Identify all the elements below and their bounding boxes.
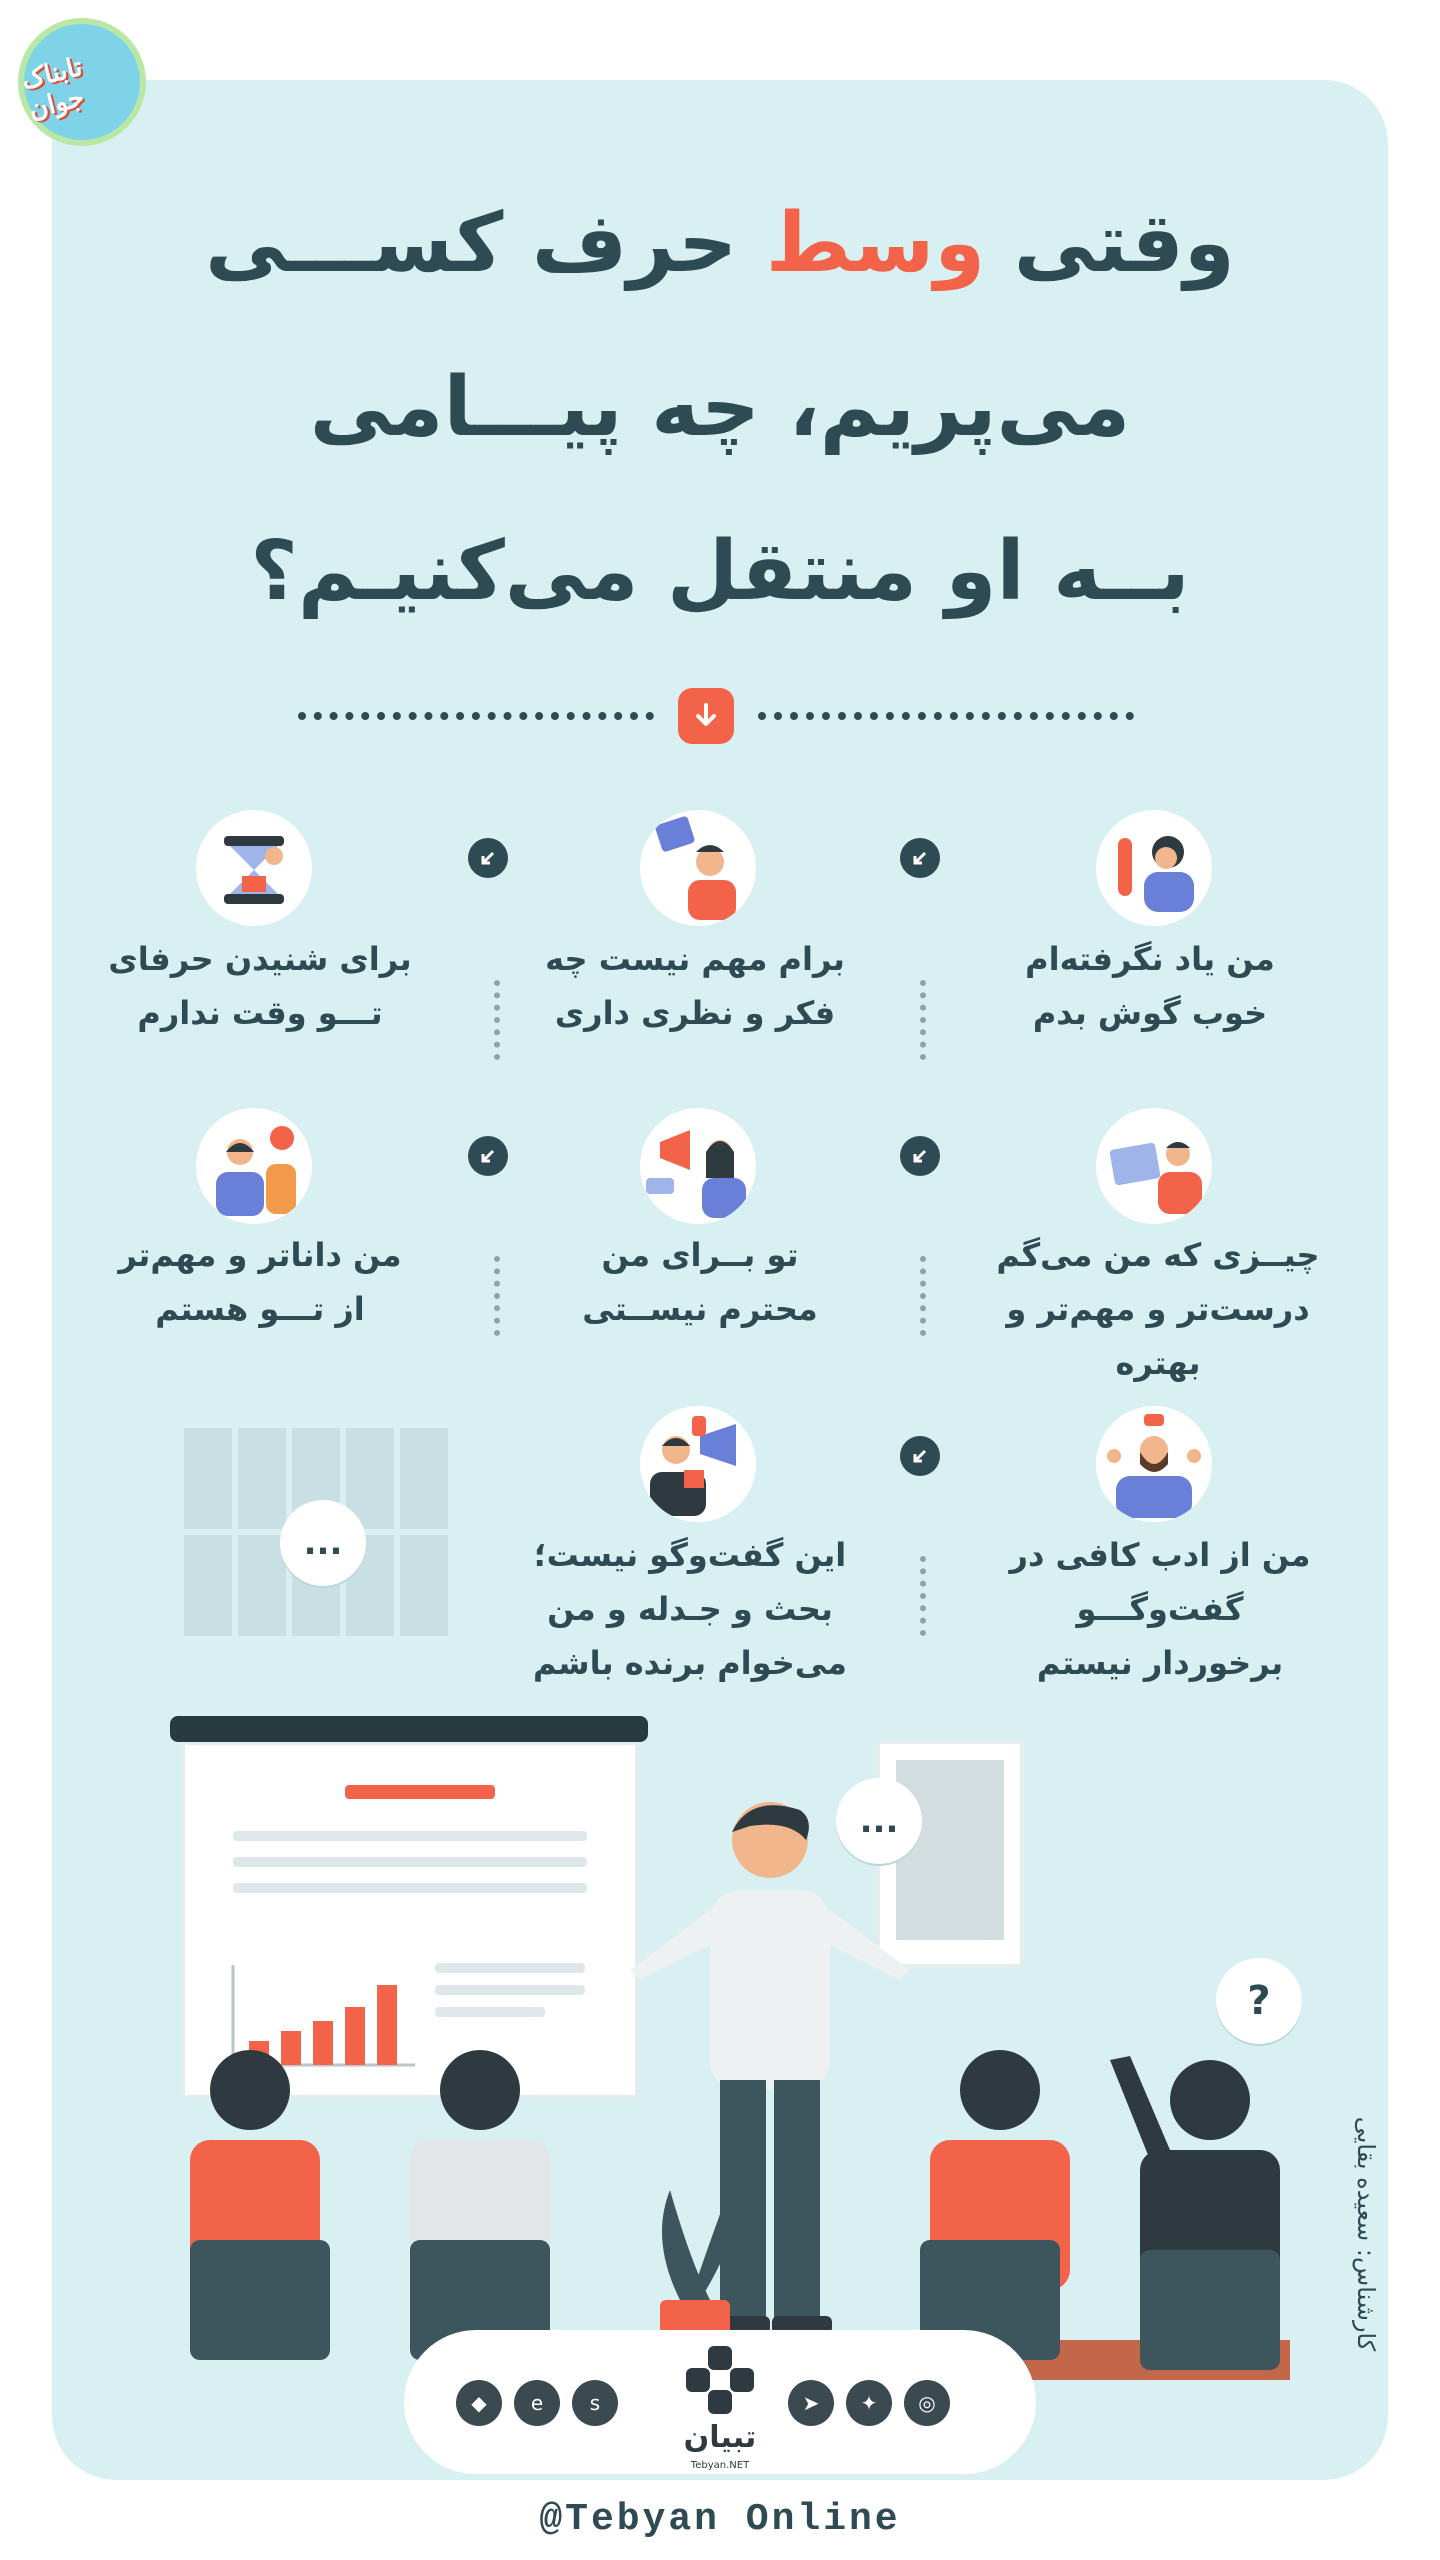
vertical-dots xyxy=(920,1556,926,1636)
item-text-2: برام مهم نیست چه فکر و نظری داری xyxy=(545,940,845,1032)
arrow-left-icon xyxy=(900,838,940,878)
item-text-5: تو بــرای من محترم نیســتی xyxy=(582,1236,818,1328)
item-text-3: برای شنیدن حرفای تـــو وقت ندارم xyxy=(108,940,412,1032)
two-people-talking-icon xyxy=(196,1108,312,1224)
man-with-megaphone-icon xyxy=(640,810,756,926)
title-line-3: بــه او منتقل می‌کنیـم؟ xyxy=(250,524,1190,619)
tabnak-javan-logo: تابناک جوان xyxy=(18,18,146,146)
item-text-1: من یاد نگرفته‌ام خوب گوش بدم xyxy=(1025,940,1275,1032)
brand-small: Tebyan.NET xyxy=(690,2460,750,2471)
arrow-left-icon xyxy=(900,1136,940,1176)
presentation-board-top xyxy=(170,1716,648,1742)
item-text-4: چیــزی که من می‌گم درست‌تر و مهم‌تر و بهتره xyxy=(996,1236,1320,1382)
telegram-icon[interactable]: ➤ xyxy=(788,2380,834,2426)
brand-name: تبیان xyxy=(683,2420,757,2455)
shouting-man-icon xyxy=(640,1406,756,1522)
woman-with-megaphone-icon xyxy=(640,1108,756,1224)
instagram-icon[interactable]: ◎ xyxy=(904,2380,950,2426)
speech-bubble-icon: ... xyxy=(280,1500,366,1586)
arrow-left-icon xyxy=(900,1436,940,1476)
item-text-7: من از ادب کافی در گفت‌وگـــو برخوردار نیستم xyxy=(1009,1536,1311,1682)
vertical-dots xyxy=(494,980,500,1060)
title-line-2: می‌پریم، چه پیـــامی xyxy=(309,360,1131,455)
down-arrow-icon xyxy=(691,701,721,731)
tebyan-online-handle: @Tebyan Online xyxy=(539,2498,901,2541)
down-arrow-badge xyxy=(678,688,734,744)
man-thumbs-up-icon xyxy=(1096,1406,1212,1522)
hourglass-person-icon xyxy=(196,810,312,926)
eitaa-icon[interactable]: e xyxy=(514,2380,560,2426)
twitter-icon[interactable]: ✦ xyxy=(846,2380,892,2426)
soroush-icon[interactable]: s xyxy=(572,2380,618,2426)
arrow-left-icon xyxy=(468,1136,508,1176)
woman-on-phone-icon xyxy=(1096,810,1212,926)
arrow-left-icon xyxy=(468,838,508,878)
question-bubble-icon: ? xyxy=(1216,1958,1302,2044)
man-with-tablet-icon xyxy=(1096,1108,1212,1224)
title-accent-word: وسط xyxy=(765,196,986,291)
vertical-dots xyxy=(920,980,926,1060)
divider-dots-left xyxy=(298,712,654,720)
expert-credit: کارشناس: سعیده بقایی xyxy=(1352,2116,1380,2352)
rubika-icon[interactable]: ◆ xyxy=(456,2380,502,2426)
tebyan-logo-icon xyxy=(682,2342,758,2418)
item-text-6: من داناتر و مهم‌تر از تـــو هستم xyxy=(118,1236,402,1328)
vertical-dots xyxy=(494,1256,500,1336)
title-line-1: وقتی وسط حرف کســـی xyxy=(205,196,1235,291)
item-text-8: این گفت‌وگو نیست؛ بحث و جـدله و من می‌خوام برنده باشم xyxy=(533,1536,847,1682)
speech-bubble-icon: ... xyxy=(836,1778,922,1864)
divider-dots-right xyxy=(758,712,1134,720)
vertical-dots xyxy=(920,1256,926,1336)
